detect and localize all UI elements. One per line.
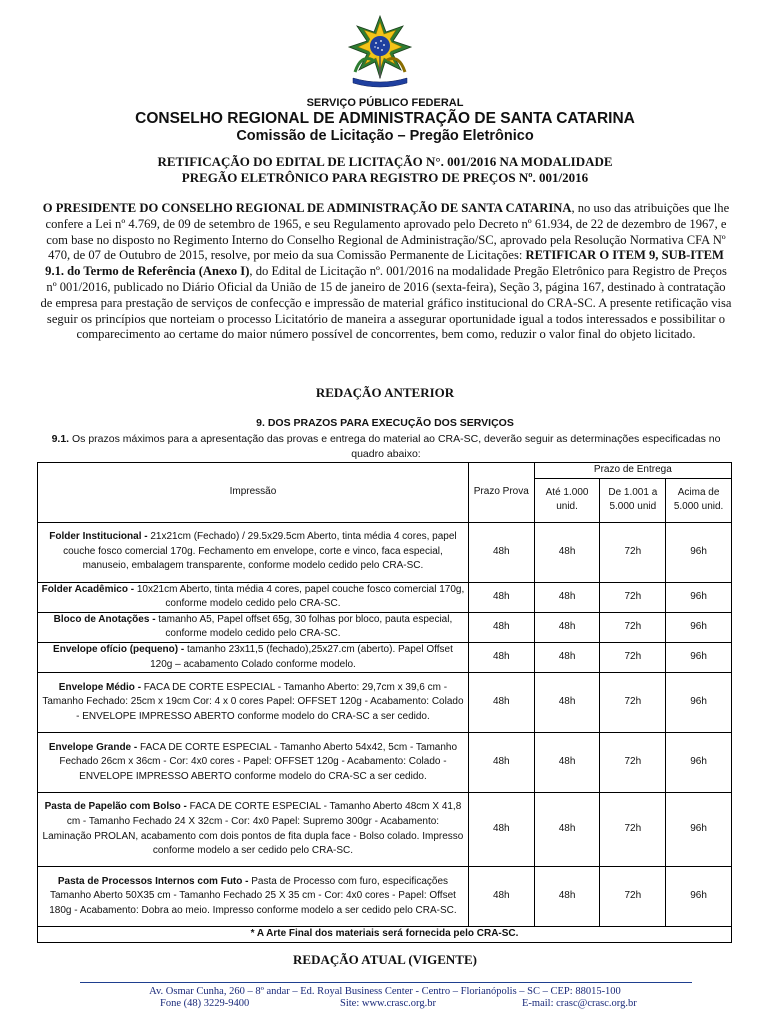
item-description bbox=[38, 793, 469, 867]
section-9-title: 9. DOS PRAZOS PARA EXECUÇÃO DOS SERVIÇOS bbox=[256, 417, 514, 429]
item-name: Folder Acadêmico - bbox=[41, 583, 135, 595]
item-name: Pasta de Processos Internos com Futo - bbox=[57, 875, 249, 887]
prazo-prova-cell: 48h bbox=[468, 673, 534, 733]
table-row bbox=[38, 582, 732, 612]
table-row bbox=[38, 673, 732, 733]
item-spec: tamanho 23x11,5 (fechado),25x27.cm (aberto). Papel Offset 120g – acabamento Colado conforme modelo. bbox=[150, 643, 453, 670]
acima-5000-cell: 96h bbox=[666, 642, 732, 672]
prazo-prova-cell: 48h bbox=[468, 793, 534, 867]
table-row bbox=[38, 733, 732, 793]
commission-subtitle: Comissão de Licitação – Pregão Eletrônico bbox=[236, 128, 534, 144]
item-spec: tamanho A5, Papel offset 65g, 30 folhas por bloco, pauta especial, conforme modelo cedido pelo CRA-SC. bbox=[155, 613, 453, 640]
de-1001-cell: 72h bbox=[600, 642, 666, 672]
footer-phone: Fone (48) 3229-9400 bbox=[160, 998, 250, 1009]
council-title: CONSELHO REGIONAL DE ADMINISTRAÇÃO DE SANTA CATARINA bbox=[135, 110, 635, 127]
item-spec: 21x21cm (Fechado) / 29.5x29.5cm Aberto, tinta média 4 cores, papel couche fosco comercial 170g. Fechamento em envelope, corte e vinco, faca especial, manuseio, embalagem transparente, conforme modelo cedido pelo CRA-SC. bbox=[63, 531, 457, 572]
table-row bbox=[38, 867, 732, 927]
item-description bbox=[38, 522, 469, 582]
footer-site[interactable]: Site: www.crasc.org.br bbox=[340, 998, 436, 1009]
header-impressao: Impressão bbox=[38, 463, 469, 523]
table-row bbox=[38, 793, 732, 867]
table-header-row bbox=[38, 463, 732, 479]
de-1001-cell: 72h bbox=[600, 793, 666, 867]
table-footnote: * A Arte Final dos materiais será fornecida pelo CRA-SC. bbox=[38, 927, 732, 943]
retification-title bbox=[0, 154, 770, 186]
item-9-1-number: 9.1. bbox=[51, 433, 70, 445]
table-row bbox=[38, 642, 732, 672]
de-1001-cell: 72h bbox=[600, 582, 666, 612]
de-1001-cell: 72h bbox=[600, 673, 666, 733]
header-ate-1000: Até 1.000 unid. bbox=[534, 478, 600, 522]
brazil-coat-of-arms-icon bbox=[345, 14, 415, 88]
intro-text-1: , no uso das atribuições que lhe confere a Lei nº 4.769, de 09 de setembro de 1965, e seu Regulamento aprovado pelo Decreto nº 61.934, de 22 de dezembro de 1967, e com base no disposto no Regimento Interno do Conselho Regional de Administração/SC, aprovado pela Resolução Normativa CFA Nº 470, de 07 de Outubro de 2015, resolve, por meio da sua Comissão Permanente de Licitações: bbox=[45, 201, 730, 263]
item-name: Pasta de Papelão com Bolso - bbox=[44, 801, 187, 813]
prazo-prova-cell: 48h bbox=[468, 582, 534, 612]
item-description bbox=[38, 733, 469, 793]
item-9-1-text: Os prazos máximos para a apresentação das provas e entrega do material ao CRA-SC, deverão seguir as determinações especificadas no quadro abaixo: bbox=[69, 433, 721, 460]
item-description bbox=[38, 612, 469, 642]
header-prazo-prova: Prazo Prova bbox=[468, 463, 534, 523]
acima-5000-cell: 96h bbox=[666, 582, 732, 612]
header-acima-5000: Acima de 5.000 unid. bbox=[666, 478, 732, 522]
footer-email[interactable]: E-mail: crasc@crasc.org.br bbox=[522, 998, 637, 1009]
prazo-prova-cell: 48h bbox=[468, 733, 534, 793]
item-name: Envelope ofício (pequeno) - bbox=[53, 643, 185, 655]
intro-paragraph bbox=[40, 201, 732, 343]
retification-line-1: RETIFICAÇÃO DO EDITAL DE LICITAÇÃO N°. 001/2016 NA MODALIDADE bbox=[157, 154, 613, 169]
item-description bbox=[38, 867, 469, 927]
footer-contacts bbox=[0, 998, 770, 1012]
item-spec: FACA DE CORTE ESPECIAL - Tamanho Aberto: 29,7cm x 39,6 cm - Tamanho Fechado: 25cm x 19cm Cor: 4 x 0 cores Papel: OFFSET 120g - Acabamento: Colado - ENVELOPE IMPRESSO ABERTO conforme modelo do CRA-SC a ser cedido. bbox=[42, 681, 464, 722]
de-1001-cell: 72h bbox=[600, 522, 666, 582]
item-name: Folder Institucional - bbox=[49, 531, 148, 543]
prazo-prova-cell: 48h bbox=[468, 867, 534, 927]
header-prazo-entrega: Prazo de Entrega bbox=[534, 463, 731, 479]
ate-1000-cell: 48h bbox=[534, 582, 600, 612]
ate-1000-cell: 48h bbox=[534, 867, 600, 927]
ate-1000-cell: 48h bbox=[534, 522, 600, 582]
service-header: SERVIÇO PÚBLICO FEDERAL bbox=[306, 97, 464, 109]
ate-1000-cell: 48h bbox=[534, 673, 600, 733]
item-name: Bloco de Anotações - bbox=[53, 613, 156, 625]
acima-5000-cell: 96h bbox=[666, 867, 732, 927]
item-description bbox=[38, 673, 469, 733]
item-name: Envelope Médio - bbox=[58, 681, 142, 693]
redacao-atual-heading: REDAÇÃO ATUAL (VIGENTE) bbox=[293, 952, 477, 967]
de-1001-cell: 72h bbox=[600, 867, 666, 927]
item-spec: FACA DE CORTE ESPECIAL - Tamanho Aberto 54x42, 5cm - Tamanho Fechado 26cm x 36cm - Cor: 4x0 cores - Papel: OFFSET 120g - Acabamento: Colado - ENVELOPE IMPRESSO ABERTO conforme modelo do CRA-SC a ser cedido. bbox=[59, 741, 458, 782]
ate-1000-cell: 48h bbox=[534, 642, 600, 672]
item-spec: 10x21cm Aberto, tinta média 4 cores, papel couche fosco comercial 170g, conforme modelo cedido pelo CRA-SC. bbox=[134, 583, 465, 610]
intro-text-2: , do Edital de Licitação nº. 001/2016 na modalidade Pregão Eletrônico para Registro de Preços nº 001/2016, publicado no Diário Oficial da União de 15 de janeiro de 2016 (sexta-feira), Seção 3, página 167, destinado à contratação de empresa para prestação de serviços de confecção e impressão de material gráfico institucional do CRA-SC. A presente retificação visa seguir os princípios que norteiam o processo Licitatório de maneira a assegurar oportunidade igual a todos interessados e possibilitar o comparecimento ao certame do maior número possível de concorrentes, bem como, reduzir o valor final do objeto licitado. bbox=[40, 264, 732, 342]
footer-address: Av. Osmar Cunha, 260 – 8º andar – Ed. Royal Business Center - Centro – Florianópolis – SC – CEP: 88015-100 bbox=[149, 986, 621, 997]
prazo-prova-cell: 48h bbox=[468, 642, 534, 672]
item-9-1-paragraph bbox=[36, 432, 736, 462]
de-1001-cell: 72h bbox=[600, 733, 666, 793]
ate-1000-cell: 48h bbox=[534, 612, 600, 642]
acima-5000-cell: 96h bbox=[666, 522, 732, 582]
ate-1000-cell: 48h bbox=[534, 793, 600, 867]
ate-1000-cell: 48h bbox=[534, 733, 600, 793]
prazo-prova-cell: 48h bbox=[468, 522, 534, 582]
prazo-prova-cell: 48h bbox=[468, 612, 534, 642]
item-description bbox=[38, 582, 469, 612]
acima-5000-cell: 96h bbox=[666, 733, 732, 793]
table-row bbox=[38, 522, 732, 582]
header-de-1001: De 1.001 a 5.000 unid bbox=[600, 478, 666, 522]
president-label: O PRESIDENTE DO CONSELHO REGIONAL DE ADMINISTRAÇÃO DE SANTA CATARINA bbox=[42, 201, 572, 215]
table-body bbox=[38, 522, 732, 927]
footer-divider bbox=[80, 982, 692, 983]
table-footnote-row bbox=[38, 927, 732, 943]
retification-line-2: PREGÃO ELETRÔNICO PARA REGISTRO DE PREÇOS Nº. 001/2016 bbox=[181, 170, 589, 185]
table-row bbox=[38, 612, 732, 642]
item-spec: Pasta de Processo com furo, especificações Tamanho Aberto 50X35 cm - Tamanho Fechado 25 X 35 cm - Cor: 4x0 cores - Papel: Offset 180g - Acabamento: Dobra ao meio. Impresso conforme modelo a ser cedido pelo CRA-SC. bbox=[49, 875, 457, 916]
acima-5000-cell: 96h bbox=[666, 793, 732, 867]
acima-5000-cell: 96h bbox=[666, 673, 732, 733]
item-description bbox=[38, 642, 469, 672]
acima-5000-cell: 96h bbox=[666, 612, 732, 642]
redacao-anterior-heading: REDAÇÃO ANTERIOR bbox=[315, 385, 455, 400]
retificar-statement: RETIFICAR O ITEM 9, SUB-ITEM 9.1. do Termo de Referência (Anexo I) bbox=[45, 248, 724, 279]
de-1001-cell: 72h bbox=[600, 612, 666, 642]
item-spec: FACA DE CORTE ESPECIAL - Tamanho Aberto 48cm X 41,8 cm - Tamanho Fechado 24 X 32cm - Cor: 4x0 Papel: Supremo 300gr - Acabamento: Laminação PROLAN, acabamento com dois pontos de fita dupla face - Bolso colado. Impresso conforme modelo a ser cedido pelo CRA-SC. bbox=[42, 801, 464, 857]
item-name: Envelope Grande - bbox=[48, 741, 138, 753]
deadlines-table bbox=[37, 462, 732, 943]
